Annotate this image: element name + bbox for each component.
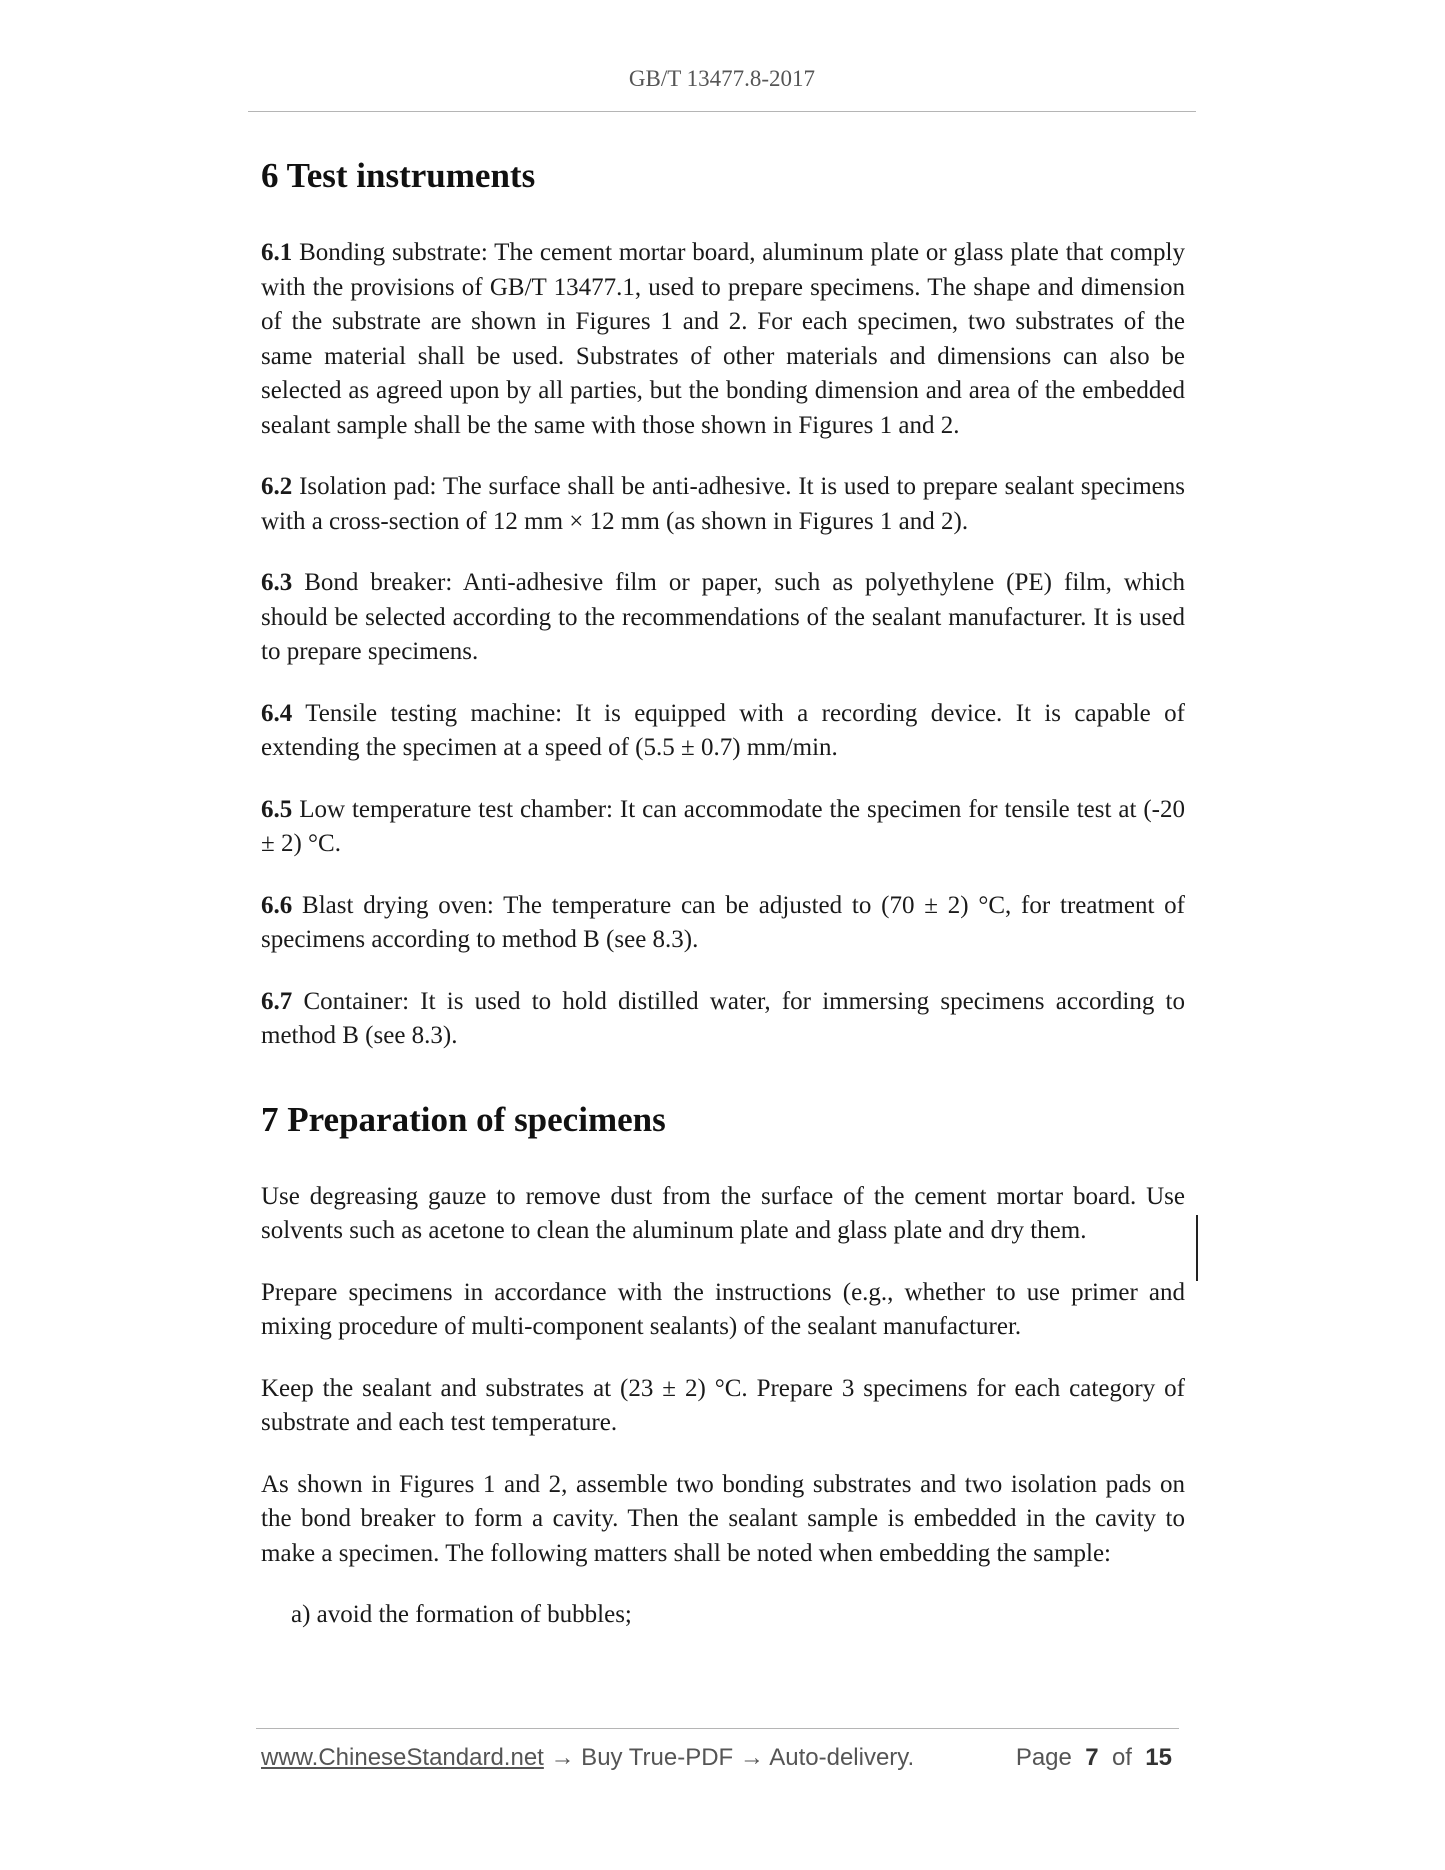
clause-number: 6.1: [261, 239, 293, 266]
clause-6-5: [261, 793, 1185, 862]
header-divider: [248, 111, 1196, 112]
clause-text: Tensile testing machine: It is equipped with a recording device. It is capable of extending the specimen at a speed of (5.5 ± 0.7) mm/min.: [261, 699, 1185, 761]
clause-number: 6.7: [261, 987, 293, 1015]
clause-number: 6.2: [261, 473, 293, 500]
section-7-paragraph: Keep the sealant and substrates at (23 ± 2) °C. Prepare 3 specimens for each category of substrate and each test temperature.: [261, 1374, 1185, 1436]
clause-number: 6.3: [261, 569, 293, 596]
clause-text: Container: It is used to hold distilled water, for immersing specimens according to method B (see 8.3).: [261, 987, 1185, 1049]
section-6-heading: 6 Test instruments: [261, 156, 536, 195]
site-link[interactable]: www.ChineseStandard.net: [261, 1744, 544, 1771]
page-total: 15: [1145, 1744, 1172, 1771]
page-current: 7: [1085, 1744, 1099, 1771]
page-footer: [261, 1744, 1185, 1778]
section-7-heading: 7 Preparation of specimens: [261, 1099, 666, 1139]
clause-number: 6.4: [261, 699, 293, 727]
running-header: GB/T 13477.8-2017: [628, 66, 816, 91]
clause-6-4: [261, 697, 1185, 766]
section-7-paragraph: Prepare specimens in accordance with the instructions (e.g., whether to use primer and mixing procedure of multi-component sealants) of the sealant manufacturer.: [261, 1278, 1185, 1340]
page-label: Page: [1015, 1744, 1072, 1771]
section-7-paragraph: Use degreasing gauze to remove dust from the surface of the cement mortar board. Use solvents such as acetone to clean the aluminum plate and glass plate and dry them.: [261, 1182, 1185, 1244]
clause-text: Bond breaker: Anti-adhesive film or paper, such as polyethylene (PE) film, which should be selected according to the recommendations of the sealant manufacturer. It is used to prepare specimens.: [261, 569, 1186, 665]
clause-number: 6.5: [261, 795, 293, 823]
footer-divider: [256, 1728, 1179, 1729]
footer-tagline: → Buy True-PDF → Auto-delivery.: [543, 1744, 915, 1771]
section-7-paragraph: As shown in Figures 1 and 2, assemble two bonding substrates and two isolation pads on the bond breaker to form a cavity. Then the sealant sample is embedded in the cavity to make a specimen. The following matters shall be noted when embedding the sample:: [261, 1470, 1185, 1567]
clause-text: Isolation pad: The surface shall be anti-adhesive. It is used to prepare sealant specimens with a cross-section of 12 mm × 12 mm (as shown in Figures 1 and 2).: [261, 473, 1185, 535]
clause-text: Low temperature test chamber: It can accommodate the specimen for tensile test at (-20 ± 2) °C.: [261, 795, 1185, 857]
clause-6-1: [261, 236, 1185, 443]
clause-6-6: [261, 889, 1185, 958]
clause-text: Blast drying oven: The temperature can be adjusted to (70 ± 2) °C, for treatment of specimens according to method B (see 8.3).: [261, 891, 1186, 953]
clause-number: 6.6: [261, 891, 293, 919]
list-item: a) avoid the formation of bubbles;: [291, 1601, 632, 1628]
page-indicator: [1016, 1744, 1172, 1772]
revision-change-bar: [1196, 1215, 1198, 1281]
clause-6-7: [261, 985, 1185, 1054]
clause-6-3: [261, 566, 1185, 670]
clause-text: Bonding substrate: The cement mortar board, aluminum plate or glass plate that comply with the provisions of GB/T 13477.1, used to prepare specimens. The shape and dimension of the substrate are shown in Figures 1 and 2. For each specimen, two substrates of the same material shall be used. Substrates of other materials and dimensions can also be selected as agreed upon by all parties, but the bonding dimension and area of the embedded sealant sample shall be the same with those shown in Figures 1 and 2.: [261, 239, 1185, 439]
page-body: [261, 150, 1185, 1633]
page-of: of: [1111, 1744, 1132, 1771]
footer-promo: [261, 1744, 914, 1772]
clause-6-2: [261, 470, 1185, 539]
